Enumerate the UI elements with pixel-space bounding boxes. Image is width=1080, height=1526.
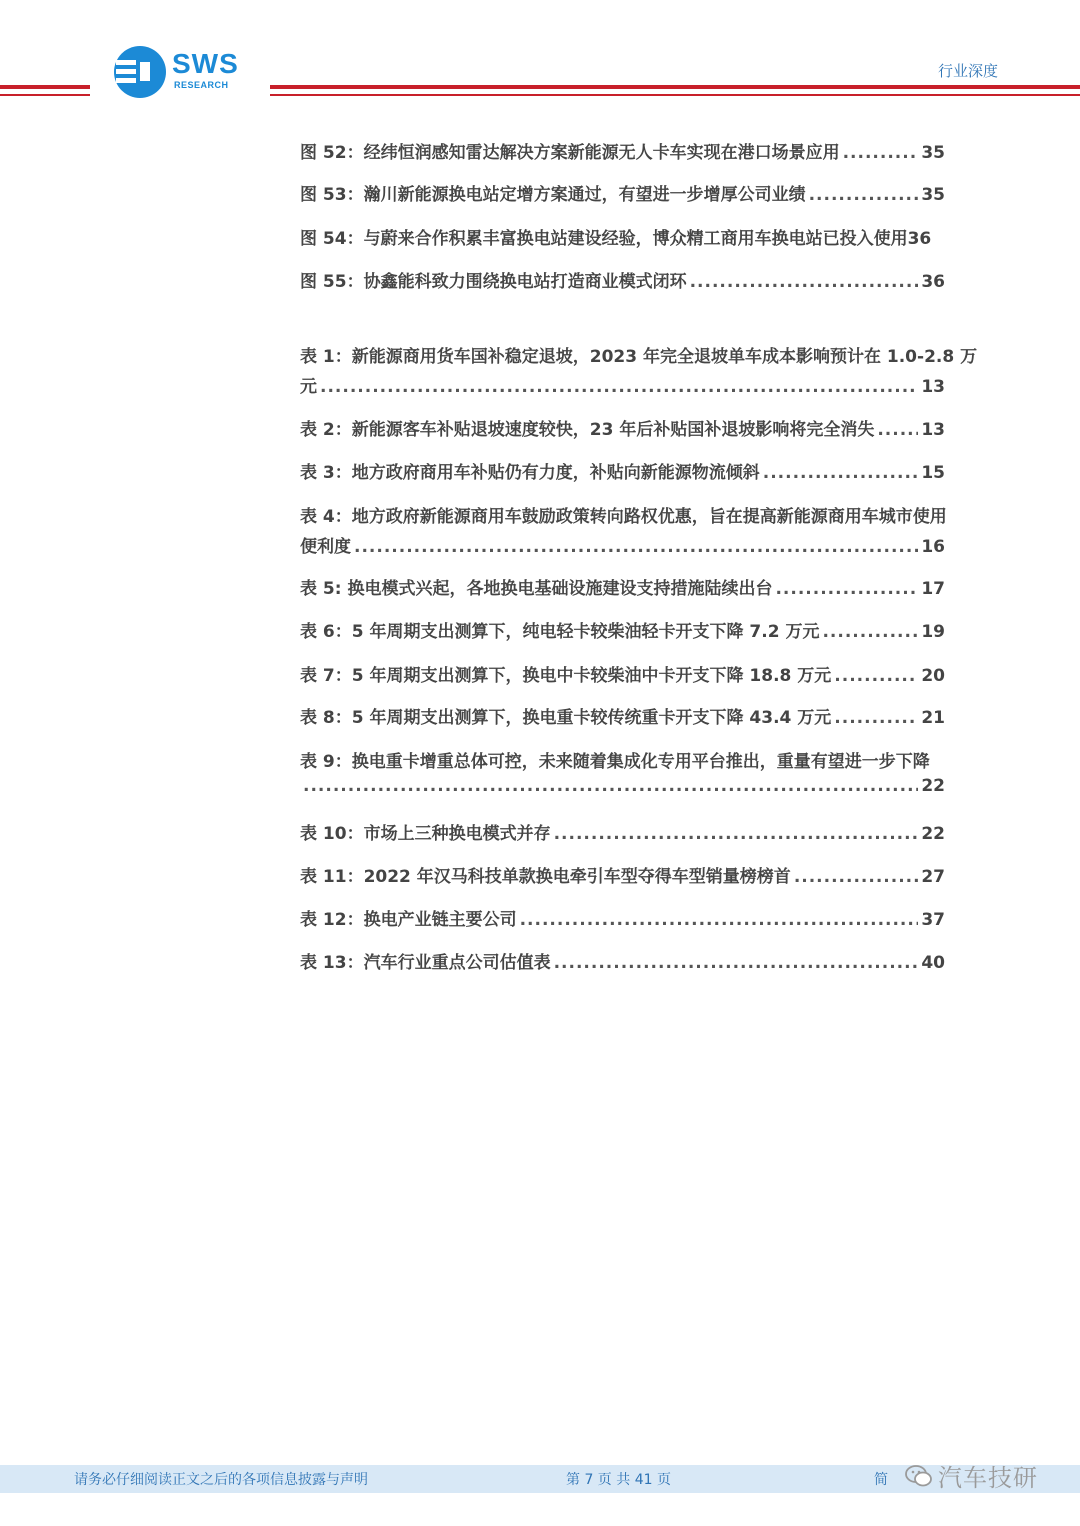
toc-entry-label: 表 12：换电产业链主要公司	[300, 910, 517, 930]
toc-entry-label-cont: 便利度	[300, 537, 351, 557]
toc-entry[interactable]	[300, 747, 930, 772]
toc-entry[interactable]	[300, 862, 945, 887]
wechat-icon	[904, 1461, 934, 1491]
header-rule-left-thin	[0, 94, 90, 96]
toc-leader-dots	[809, 185, 919, 205]
toc-entry-continuation[interactable]	[300, 532, 945, 557]
toc-entry-label: 表 7：5 年周期支出测算下，换电中卡较柴油中卡开支下降 18.8 万元	[300, 666, 832, 686]
toc-leader-dots	[554, 953, 919, 973]
toc-leader-dots	[834, 666, 918, 686]
sws-logo	[112, 44, 252, 100]
disclaimer-notice: 请务必仔细阅读正文之后的各项信息披露与声明	[74, 1472, 368, 1488]
toc-entry[interactable]	[300, 574, 945, 599]
footer-right-text: 简	[874, 1472, 888, 1488]
toc-entry-label: 表 11：2022 年汉马科技单款换电牵引车型夺得车型销量榜榜首	[300, 867, 791, 887]
toc-entry-label: 表 2：新能源客车补贴退坡速度较快，23 年后补贴国补退坡影响将完全消失	[300, 420, 875, 440]
toc-entry-page: 19	[921, 622, 945, 642]
toc-entry-page: 27	[921, 867, 945, 887]
toc-entry[interactable]	[300, 342, 977, 367]
toc-entry-label: 图 55：协鑫能科致力围绕换电站打造商业模式闭环	[300, 272, 687, 292]
toc-entry-label: 图 53：瀚川新能源换电站定增方案通过，有望进一步增厚公司业绩	[300, 185, 806, 205]
toc-entry-page: 21	[921, 708, 945, 728]
toc-entry-label: 表 10：市场上三种换电模式并存	[300, 824, 551, 844]
toc-leader-dots	[554, 824, 919, 844]
toc-entry[interactable]	[300, 617, 945, 642]
toc-entry-page: 17	[921, 579, 945, 599]
toc-leader-dots	[877, 420, 918, 440]
toc-entry-label: 图 52：经纬恒润感知雷达解决方案新能源无人卡车实现在港口场景应用	[300, 143, 840, 163]
page-number: 第 7 页 共 41 页	[566, 1472, 671, 1488]
toc-entry[interactable]	[300, 180, 945, 205]
toc-entry[interactable]	[300, 819, 945, 844]
toc-leader-dots	[320, 377, 918, 397]
toc-entry-page: 36	[907, 229, 932, 249]
report-type-tag: 行业深度	[937, 62, 998, 80]
toc-entry[interactable]	[300, 138, 945, 163]
toc-entry-page: 16	[921, 537, 945, 557]
toc-leader-dots	[822, 622, 918, 642]
toc-entry[interactable]	[300, 948, 945, 973]
toc-entry-continuation[interactable]	[300, 776, 945, 796]
toc-entry-label: 表 8：5 年周期支出测算下，换电重卡较传统重卡开支下降 43.4 万元	[300, 708, 832, 728]
toc-entry-page: 20	[921, 666, 945, 686]
toc-entry[interactable]	[300, 415, 945, 440]
toc-entry-label: 表 13：汽车行业重点公司估值表	[300, 953, 551, 973]
toc-entry-page: 40	[921, 953, 945, 973]
toc-leader-dots	[690, 272, 919, 292]
toc-entry[interactable]	[300, 224, 931, 249]
header-rule-right	[270, 85, 1080, 89]
toc-entry-page: 22	[921, 824, 945, 844]
logo-subtext: RESEARCH	[174, 80, 229, 90]
toc-entry-page: 37	[921, 910, 945, 930]
toc-entry-page: 13	[921, 420, 945, 440]
toc-entry-label: 表 9：换电重卡增重总体可控，未来随着集成化专用平台推出，重量有望进一步下降	[300, 752, 930, 772]
logo-text: SWS	[172, 48, 239, 79]
toc-entry[interactable]	[300, 905, 945, 930]
toc-leader-dots	[775, 579, 918, 599]
toc-entry-page: 35	[921, 185, 945, 205]
toc-entry-label: 表 6：5 年周期支出测算下，纯电轻卡较柴油轻卡开支下降 7.2 万元	[300, 622, 820, 642]
toc-leader-dots	[303, 776, 918, 796]
watermark-text: 汽车技研	[938, 1464, 1038, 1492]
toc-entry[interactable]	[300, 458, 945, 483]
toc-entry-page: 35	[921, 143, 945, 163]
header-rule-left	[0, 85, 90, 89]
toc-leader-dots	[794, 867, 919, 887]
toc-entry-label-cont: 元	[300, 377, 317, 397]
toc-entry-label: 图 54：与蔚来合作积累丰富换电站建设经验，博众精工商用车换电站已投入使用	[300, 229, 908, 249]
header-rule-right-thin	[270, 94, 1080, 96]
sws-logo-icon	[112, 44, 168, 100]
toc-entry-page: 15	[921, 463, 945, 483]
toc-entry-label: 表 5: 换电模式兴起，各地换电基础设施建设支持措施陆续出台	[300, 579, 773, 599]
toc-entry[interactable]	[300, 267, 945, 292]
toc-leader-dots	[520, 910, 919, 930]
toc-entry-label: 表 1：新能源商用货车国补稳定退坡，2023 年完全退坡单车成本影响预计在 1.0-2.8 万	[300, 347, 978, 367]
toc-entry-continuation[interactable]	[300, 372, 945, 397]
toc-entry-label: 表 3：地方政府商用车补贴仍有力度，补贴向新能源物流倾斜	[300, 463, 760, 483]
watermark	[904, 1458, 1038, 1493]
toc-leader-dots	[354, 537, 918, 557]
toc-entry[interactable]	[300, 703, 945, 728]
toc-entry-page: 13	[921, 377, 945, 397]
toc-entry-page: 22	[921, 776, 945, 796]
toc-entry-page: 36	[921, 272, 945, 292]
toc-leader-dots	[834, 708, 918, 728]
toc-leader-dots	[843, 143, 919, 163]
toc-leader-dots	[763, 463, 919, 483]
toc-entry-label: 表 4：地方政府新能源商用车鼓励政策转向路权优惠，旨在提高新能源商用车城市使用	[300, 507, 947, 527]
toc-entry[interactable]	[300, 661, 945, 686]
toc-entry[interactable]	[300, 502, 947, 527]
